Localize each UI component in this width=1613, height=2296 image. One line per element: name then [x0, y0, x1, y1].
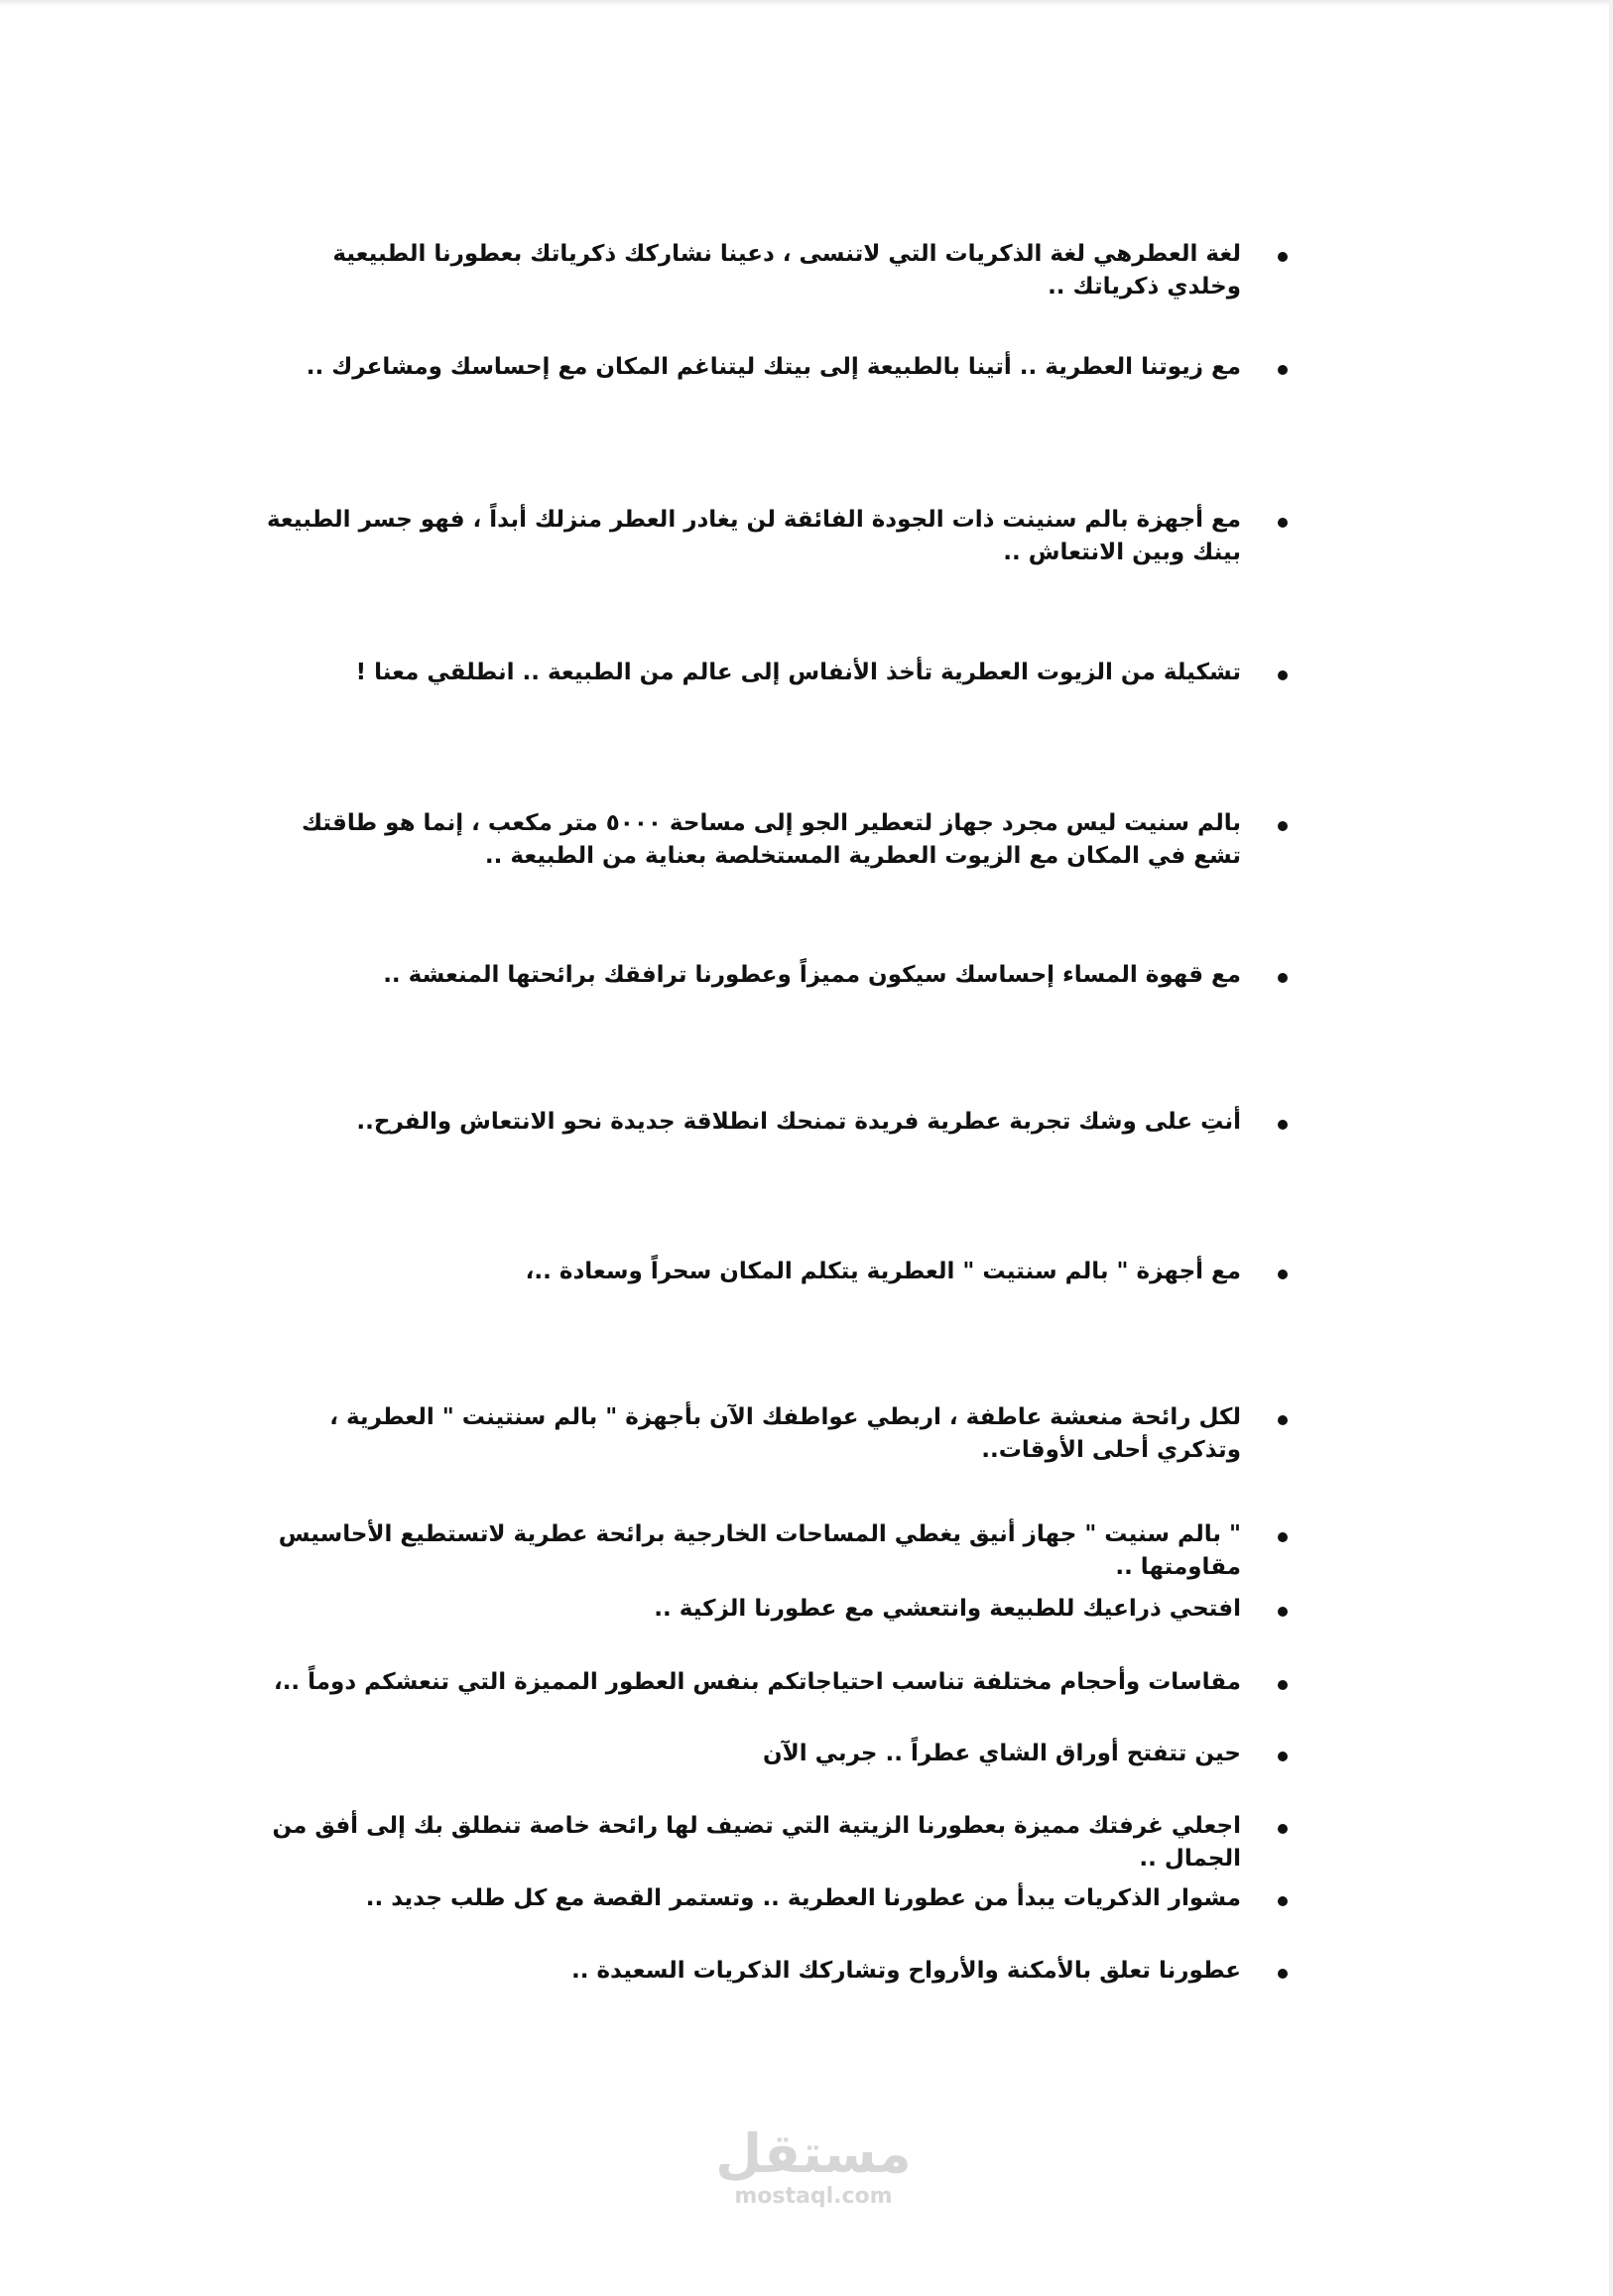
- bullet-text: مع أجهزة بالم سنينت ذات الجودة الفائقة لن يغادر العطر منزلك أبداً ، فهو جسر الطبيعة بينك وبين الانتعاش ..: [266, 507, 1241, 565]
- bullet-dot: [1278, 1532, 1288, 1542]
- bullet-dot: [1278, 365, 1288, 375]
- bullet-text: بالم سنيت ليس مجرد جهاز لتعطير الجو إلى مساحة ٥٠٠٠ متر مكعب ، إنما هو طاقتك تشع في المكان مع الزيوت العطرية المستخلصة بعناية من الطبيعة ..: [301, 810, 1241, 869]
- bullet-dot: [1278, 1824, 1288, 1834]
- bullet-text: اجعلي غرفتك مميزة بعطورنا الزيتية التي تضيف لها رائحة خاصة تنطلق بك إلى أفق من الجمال ..: [272, 1813, 1241, 1872]
- bullet-text: مقاسات وأحجام مختلفة تناسب احتياجاتكم بنفس العطور المميزة التي تنعشكم دوماً ..،: [273, 1669, 1241, 1695]
- scan-edge-right: [1609, 0, 1613, 2296]
- bullet-dot: [1278, 1269, 1288, 1279]
- bullet-dot: [1278, 252, 1288, 262]
- bullet-text: لكل رائحة منعشة عاطفة ، اربطي عواطفك الآن بأجهزة " بالم سنتينت " العطرية ، وتذكري أحلى الأوقات..: [329, 1404, 1241, 1463]
- bullet-text: مع قهوة المساء إحساسك سيكون مميزاً وعطورنا ترافقك برائحتها المنعشة ..: [383, 962, 1241, 988]
- bullet-text: لغة العطرهي لغة الذكريات التي لاتنسى ، دعينا نشاركك ذكرياتك بعطورنا الطبيعية وخلدي ذكرياتك ..: [332, 241, 1241, 300]
- watermark-url: mostaql.com: [734, 2184, 893, 2209]
- bullet-text: حين تتفتح أوراق الشاي عطراً .. جربي الآن: [763, 1741, 1241, 1766]
- bullet-dot: [1278, 1415, 1288, 1425]
- bullet-dot: [1278, 821, 1288, 831]
- bullet-text: " بالم سنيت " جهاز أنيق يغطي المساحات الخارجية برائحة عطرية لاتستطيع الأحاسيس مقاومتها ..: [278, 1521, 1241, 1580]
- bullet-dot: [1278, 1896, 1288, 1906]
- bullet-dot: [1278, 973, 1288, 983]
- bullet-text: افتحي ذراعيك للطبيعة وانتعشي مع عطورنا الزكية ..: [654, 1596, 1241, 1622]
- bullet-text: مع زيوتنا العطرية .. أتينا بالطبيعة إلى بيتك ليتناغم المكان مع إحساسك ومشاعرك ..: [306, 354, 1241, 380]
- bullet-dot: [1278, 1607, 1288, 1617]
- bullet-dot: [1278, 518, 1288, 528]
- bullet-dot: [1278, 1680, 1288, 1690]
- watermark: [704, 2122, 923, 2210]
- bullet-dot: [1278, 1752, 1288, 1761]
- bullet-dot: [1278, 1120, 1288, 1130]
- bullet-dot: [1278, 670, 1288, 680]
- watermark-logo: مستقل: [715, 2122, 912, 2185]
- bullet-text: تشكيلة من الزيوت العطرية تأخذ الأنفاس إلى عالم من الطبيعة .. انطلقي معنا !: [355, 660, 1241, 685]
- bullet-text: مع أجهزة " بالم سنتيت " العطرية يتكلم المكان سحراً وسعادة ..،: [525, 1259, 1241, 1284]
- bullet-text: أنتِ على وشك تجربة عطرية فريدة تمنحك انطلاقة جديدة نحو الانتعاش والفرح..: [356, 1109, 1241, 1135]
- bullet-text: عطورنا تعلق بالأمكنة والأرواح وتشاركك الذكريات السعيدة ..: [570, 1958, 1241, 1984]
- scan-edge-top: [0, 0, 1613, 6]
- bullet-dot: [1278, 1969, 1288, 1979]
- bullet-text: مشوار الذكريات يبدأ من عطورنا العطرية .. وتستمر القصة مع كل طلب جديد ..: [365, 1885, 1241, 1911]
